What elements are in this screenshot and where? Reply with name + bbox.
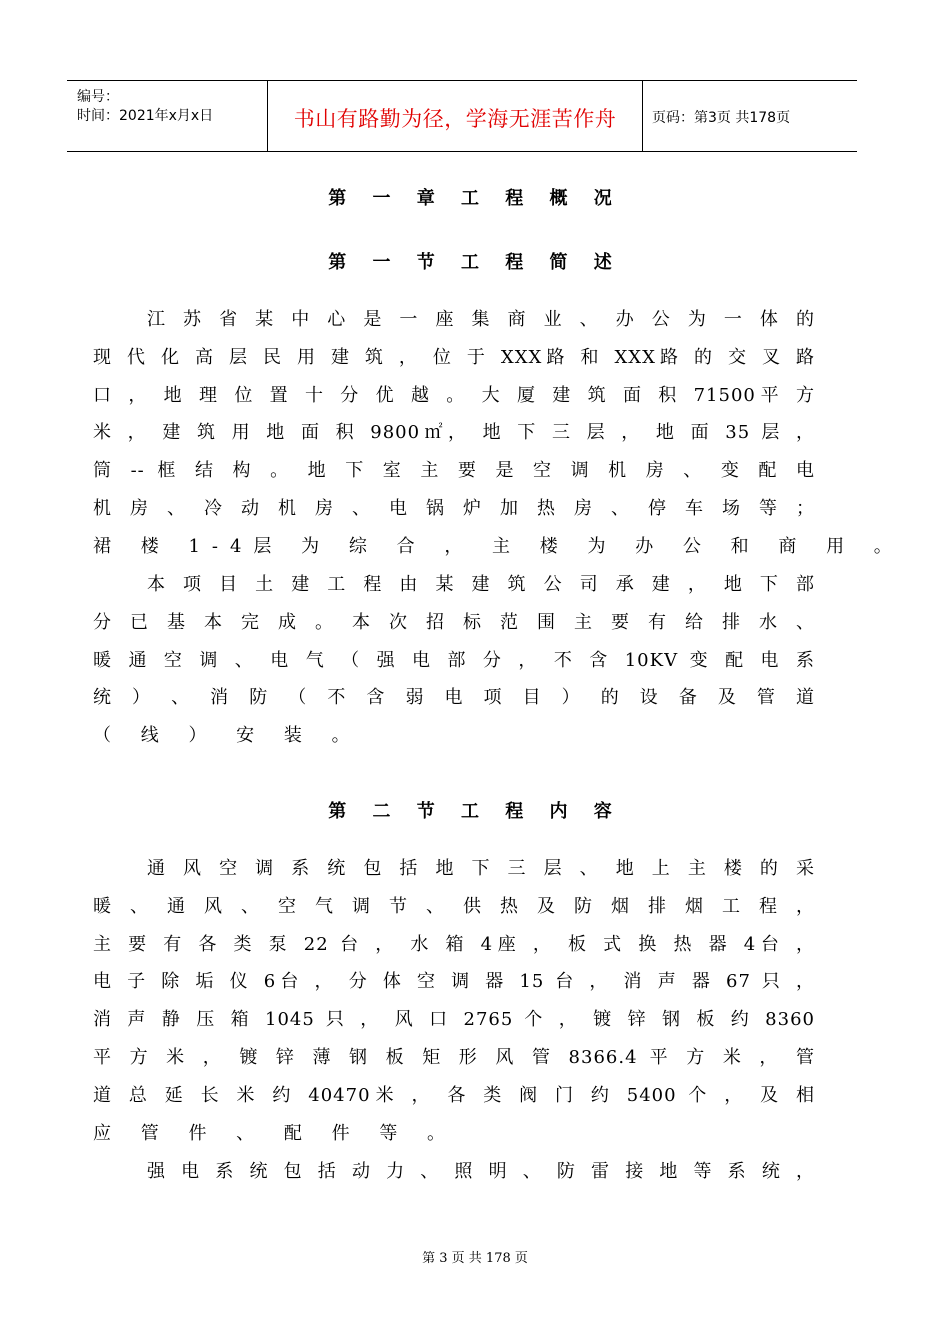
paragraph-line: 通 风 空 调 系 统 包 括 地 下 三 层 、 地 上 主 楼 的 采: [147, 858, 815, 879]
paragraph-line: 裙 楼 1-4层 为 综 合 ， 主 楼 为 办 公 和 商 用 。: [93, 535, 904, 557]
paragraph-line: 强 电 系 统 包 括 动 力 、 照 明 、 防 雷 接 地 等 系 统 ，: [147, 1161, 815, 1182]
section1-title: 第 一 节 工 程 简 述: [328, 252, 622, 273]
paragraph-line: 分 已 基 本 完 成 。 本 次 招 标 范 围 主 要 有 给 排 水 、: [93, 611, 815, 633]
paragraph-line: 暖 通 空 调 、 电 气 （ 强 电 部 分 ， 不 含 10KV 变 配 电 系: [93, 649, 815, 671]
paragraph-line: 暖 、 通 风 、 空 气 调 节 、 供 热 及 防 烟 排 烟 工 程 ，: [93, 895, 815, 917]
header-right-cell: [642, 81, 857, 151]
paragraph-line: 江 苏 省 某 中 心 是 一 座 集 商 业 、 办 公 为 一 体 的: [147, 309, 815, 330]
paragraph-line: 主 要 有 各 类 泵 22 台 ， 水 箱 4座 ， 板 式 换 热 器 4台 ，: [93, 933, 815, 955]
paragraph-line: 平 方 米 ， 镀 锌 薄 钢 板 矩 形 风 管 8366.4 平 方 米 ， 管: [93, 1046, 815, 1068]
paragraph-line: 道 总 延 长 米 约 40470米 ， 各 类 阀 门 约 5400 个 ， 及 相: [93, 1084, 815, 1106]
paragraph-line: 电 子 除 垢 仪 6台 ， 分 体 空 调 器 15 台 ， 消 声 器 67 只 ，: [93, 971, 815, 993]
paragraph-line: 口 ， 地 理 位 置 十 分 优 越 。 大 厦 建 筑 面 积 71500平 方: [93, 384, 815, 406]
section1-paragraph2: [93, 566, 815, 755]
paragraph-line: 消 声 静 压 箱 1045 只 ， 风 口 2765 个 ， 镀 锌 钢 板 约 8360: [93, 1009, 815, 1031]
paragraph-line: （ 线 ） 安 装 。: [93, 725, 362, 747]
header-left-cell: [67, 81, 267, 151]
section2-paragraph2: [93, 1153, 815, 1191]
paragraph-line: 统 ） 、 消 防 （ 不 含 弱 电 项 目 ） 的 设 备 及 管 道: [93, 687, 815, 709]
paragraph-line: 筒 -- 框 结 构 。 地 下 室 主 要 是 空 调 机 房 、 变 配 电: [93, 460, 815, 482]
chapter-title: 第 一 章 工 程 概 况: [328, 188, 622, 209]
paragraph-line: 本 项 目 土 建 工 程 由 某 建 筑 公 司 承 建 ， 地 下 部: [147, 574, 815, 595]
page-header: [67, 80, 857, 152]
header-motto: 书山有路勤为径，学海无涯苦作舟: [293, 107, 617, 131]
page-footer: 第 3 页 共 178 页: [422, 1251, 528, 1266]
header-page-info: 页码：第3页 共178页: [652, 110, 791, 126]
section2-paragraph1: [93, 850, 815, 1152]
paragraph-line: 应 管 件 、 配 件 等 。: [93, 1122, 458, 1144]
paragraph-line: 现 代 化 高 层 民 用 建 筑 ， 位 于 XXX路 和 XXX路 的 交 叉 路: [93, 346, 815, 368]
paragraph-line: 机 房 、 冷 动 机 房 、 电 锅 炉 加 热 房 、 停 车 场 等 ；: [93, 497, 815, 519]
document-time-label: 时间：2021年x月x日: [77, 108, 214, 124]
header-middle-cell: [267, 81, 643, 151]
document-number-label: 编号：: [77, 89, 119, 105]
paragraph-line: 米 ， 建 筑 用 地 面 积 9800㎡， 地 下 三 层 ， 地 面 35 层 ，: [93, 422, 815, 444]
section2-title: 第 二 节 工 程 内 容: [328, 801, 622, 822]
section1-paragraph1: [93, 301, 904, 566]
